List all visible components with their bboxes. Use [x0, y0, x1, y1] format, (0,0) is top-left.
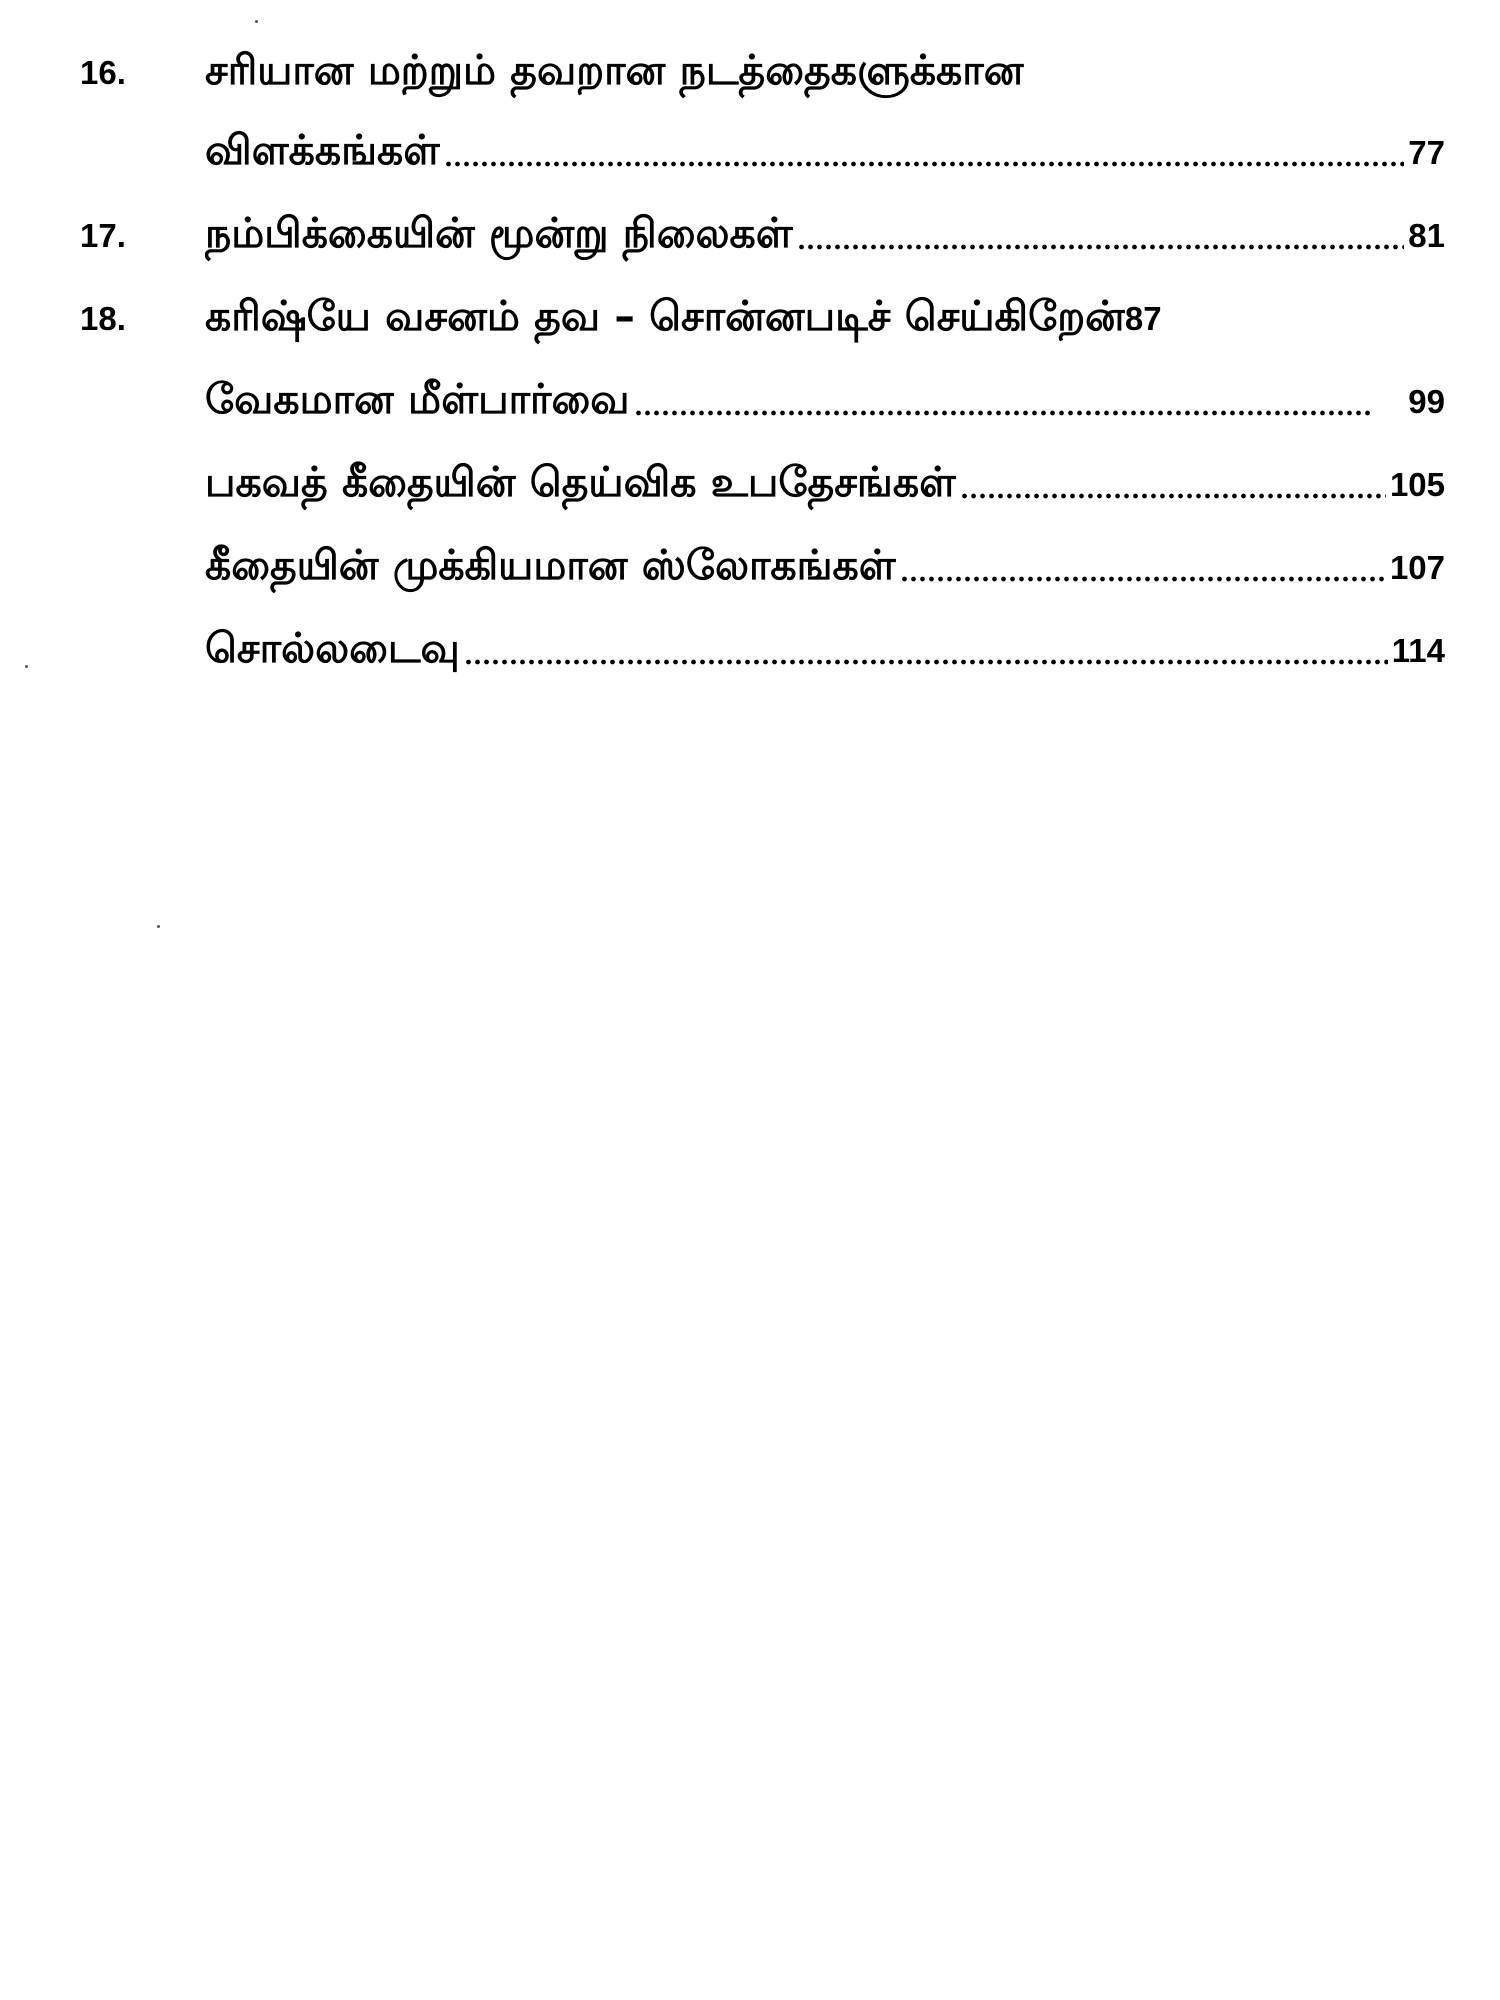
entry-title-line-1: சரியான மற்றும் தவறான நடத்தைகளுக்கான [205, 46, 1024, 94]
page-number: 99 [1408, 383, 1445, 420]
dot-leader [634, 410, 1375, 416]
entry-title: பகவத் கீதையின் தெய்விக உபதேசங்கள் [205, 458, 957, 506]
dot-leader [797, 244, 1405, 250]
entry-leader-line [205, 608, 1445, 691]
entry-title: கரிஷ்யே வசனம் தவ – சொன்னபடிச் செய்கிறேன் [205, 292, 1125, 340]
table-of-contents [80, 30, 1445, 691]
scan-speck [157, 925, 160, 928]
page-number: 87 [1124, 300, 1162, 337]
entry-body [205, 608, 1445, 691]
page-number: 107 [1389, 549, 1445, 586]
dot-leader [464, 659, 1388, 665]
entry-leader-line [205, 442, 1445, 525]
toc-entry-16[interactable] [80, 30, 1445, 193]
entry-body [205, 442, 1445, 525]
toc-entry-17[interactable] [80, 193, 1445, 276]
dot-leader [960, 493, 1386, 499]
scan-speck [255, 20, 258, 23]
entry-title: கீதையின் முக்கியமான ஸ்லோகங்கள் [205, 541, 896, 589]
entry-title: சொல்லடைவு [205, 624, 460, 672]
page-number: 77 [1408, 134, 1445, 171]
entry-title: நம்பிக்கையின் மூன்று நிலைகள் [205, 209, 793, 257]
entry-number: 16. [80, 54, 126, 91]
dot-leader [444, 161, 1404, 167]
entry-body [205, 525, 1445, 608]
toc-entry-glossary[interactable] [80, 608, 1445, 691]
page-number: 114 [1391, 632, 1445, 669]
entry-title: விளக்கங்கள் [205, 126, 441, 174]
page-number: 81 [1408, 217, 1445, 254]
dot-leader [900, 576, 1386, 582]
toc-entry-quick-review[interactable] [80, 359, 1445, 442]
entry-body [205, 30, 1445, 193]
entry-leader-line [205, 525, 1445, 608]
entry-leader-line [205, 110, 1445, 193]
entry-leader-line [205, 276, 1445, 359]
entry-title: வேகமான மீள்பார்வை [205, 375, 630, 423]
entry-body [205, 276, 1445, 359]
page-number: 105 [1389, 466, 1445, 503]
toc-entry-divine-teachings[interactable] [80, 442, 1445, 525]
entry-leader-line [205, 193, 1445, 276]
entry-number: 17. [80, 217, 126, 254]
entry-body [205, 359, 1445, 442]
entry-leader-line [205, 359, 1445, 442]
entry-number: 18. [80, 300, 126, 337]
scan-speck [25, 665, 28, 668]
toc-entry-18[interactable] [80, 276, 1445, 359]
entry-body [205, 193, 1445, 276]
toc-entry-important-slokas[interactable] [80, 525, 1445, 608]
